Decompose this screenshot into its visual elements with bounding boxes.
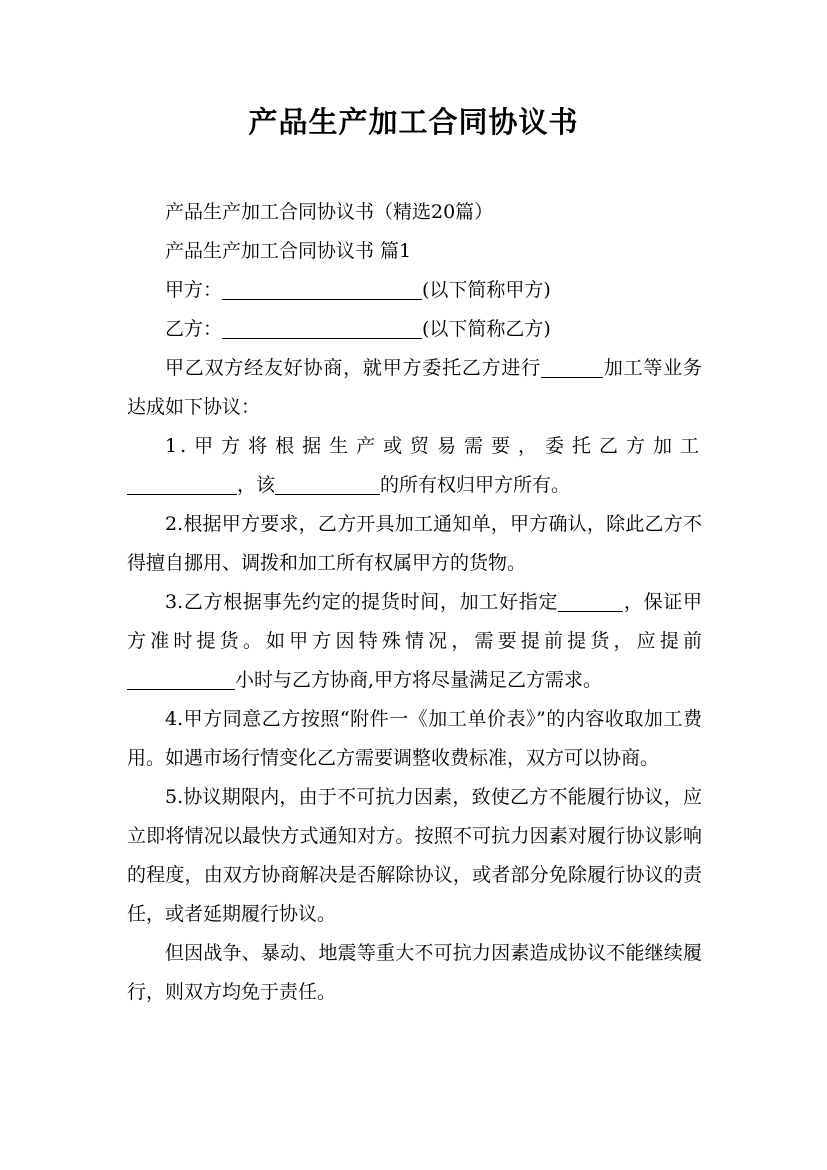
clause-3-blank-a xyxy=(558,592,623,612)
document-body xyxy=(127,193,702,1012)
clause-1-text-c: 的所有权归甲方所有。 xyxy=(380,474,571,496)
party-b-blank xyxy=(222,319,422,339)
document-title: 产品生产加工合同协议书 xyxy=(248,105,579,139)
clause-6: 但因战争、暴动、地震等重大不可抗力因素造成协议不能继续履行，则双方均免于责任。 xyxy=(127,942,702,1003)
clause-3-text-b: ，保证甲方准时提货。如甲方因特殊情况，需要提前提货，应提前 xyxy=(127,591,702,652)
clause-1 xyxy=(127,427,702,505)
clause-1-blank-a xyxy=(127,475,237,495)
party-a-line xyxy=(127,271,702,310)
clause-1-text-b: ，该 xyxy=(237,474,276,496)
clause-3-text-c: 小时与乙方协商,甲方将尽量满足乙方需求。 xyxy=(235,669,603,691)
clause-5: 5.协议期限内，由于不可抗力因素，致使乙方不能履行协议，应立即将情况以最快方式通知对方。按照不可抗力因素对履行协议影响的程度，由双方协商解决是否解除协议，或者部分免除履行协议的责任，或者延期履行协议。 xyxy=(127,786,702,925)
clause-1-blank-b xyxy=(275,475,380,495)
intro-text-a: 甲乙双方经友好协商，就甲方委托乙方进行 xyxy=(165,357,542,379)
party-b-label: 乙方： xyxy=(165,318,223,340)
clause-1-text-a: 1.甲方将根据生产或贸易需要，委托乙方加工 xyxy=(165,435,702,457)
document-subtitle: 产品生产加工合同协议书（精选20篇） xyxy=(165,201,494,223)
intro-text-b: 加工等业务达成如下协议： xyxy=(127,357,702,418)
party-b-suffix: (以下简称乙方) xyxy=(422,318,551,340)
clause-4: 4.甲方同意乙方按照“附件一《加工单价表》”的内容收取加工费用。如遇市场行情变化乙方需要调整收费标准，双方可以协商。 xyxy=(127,708,702,769)
clause-3 xyxy=(127,583,702,700)
party-a-suffix: (以下简称甲方) xyxy=(422,279,551,301)
section-heading: 产品生产加工合同协议书 篇1 xyxy=(165,240,412,262)
intro-paragraph xyxy=(127,349,702,427)
intro-blank xyxy=(541,358,603,378)
clause-2: 2.根据甲方要求，乙方开具加工通知单，甲方确认，除此乙方不得擅自挪用、调拨和加工所有权属甲方的货物。 xyxy=(127,513,702,574)
party-a-label: 甲方： xyxy=(165,279,223,301)
clause-3-blank-b xyxy=(127,670,235,690)
clause-3-text-a: 3.乙方根据事先约定的提货时间，加工好指定 xyxy=(165,591,559,613)
party-a-blank xyxy=(222,280,422,300)
party-b-line xyxy=(127,310,702,349)
